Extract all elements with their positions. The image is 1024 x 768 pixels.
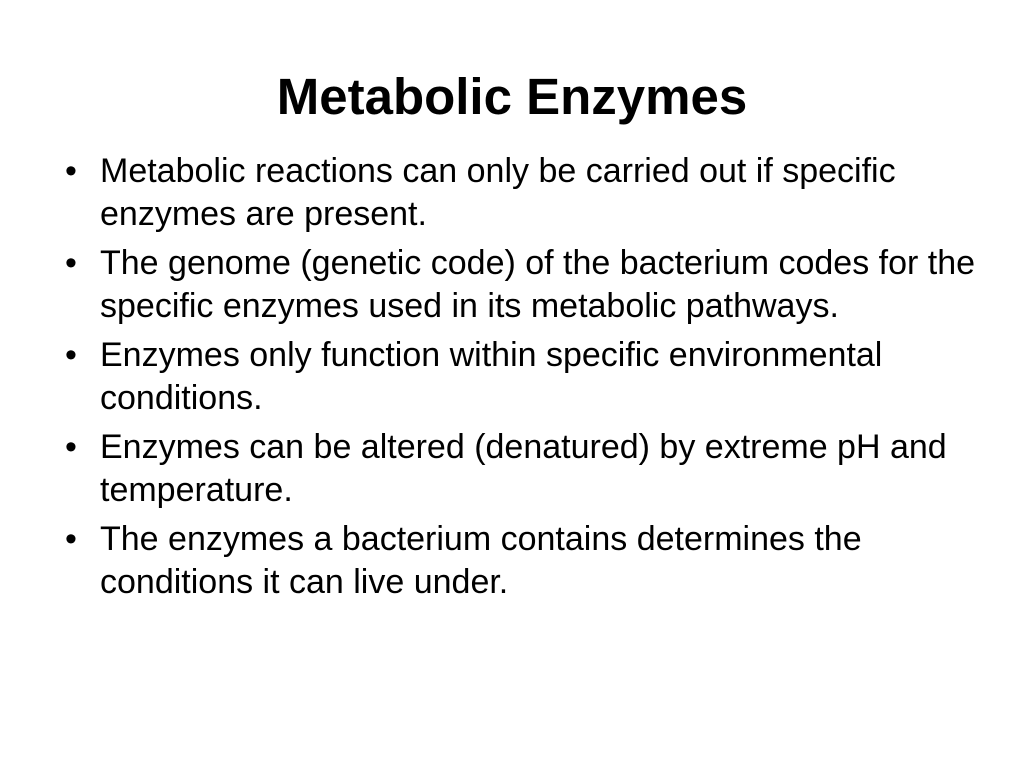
bullet-text: The genome (genetic code) of the bacterium codes for the specific enzymes used in its metabolic pathways. (100, 244, 976, 325)
bullet-item (56, 334, 976, 419)
slide-title: Metabolic Enzymes (276, 68, 748, 125)
bullet-marker: • (65, 336, 77, 374)
bullet-item (56, 150, 976, 235)
bullet-text: Metabolic reactions can only be carried out if specific enzymes are present. (100, 152, 896, 233)
bullet-marker: • (65, 152, 77, 190)
bullet-text: The enzymes a bacterium contains determines the conditions it can live under. (100, 520, 862, 601)
bullet-marker: • (65, 244, 77, 282)
bullet-list (56, 150, 976, 610)
bullet-text: Enzymes only function within specific environmental conditions. (100, 336, 883, 417)
bullet-item (56, 242, 976, 327)
bullet-text: Enzymes can be altered (denatured) by extreme pH and temperature. (100, 428, 947, 509)
bullet-marker: • (65, 520, 77, 558)
bullet-marker: • (65, 428, 77, 466)
bullet-item (56, 518, 976, 603)
bullet-item (56, 426, 976, 511)
